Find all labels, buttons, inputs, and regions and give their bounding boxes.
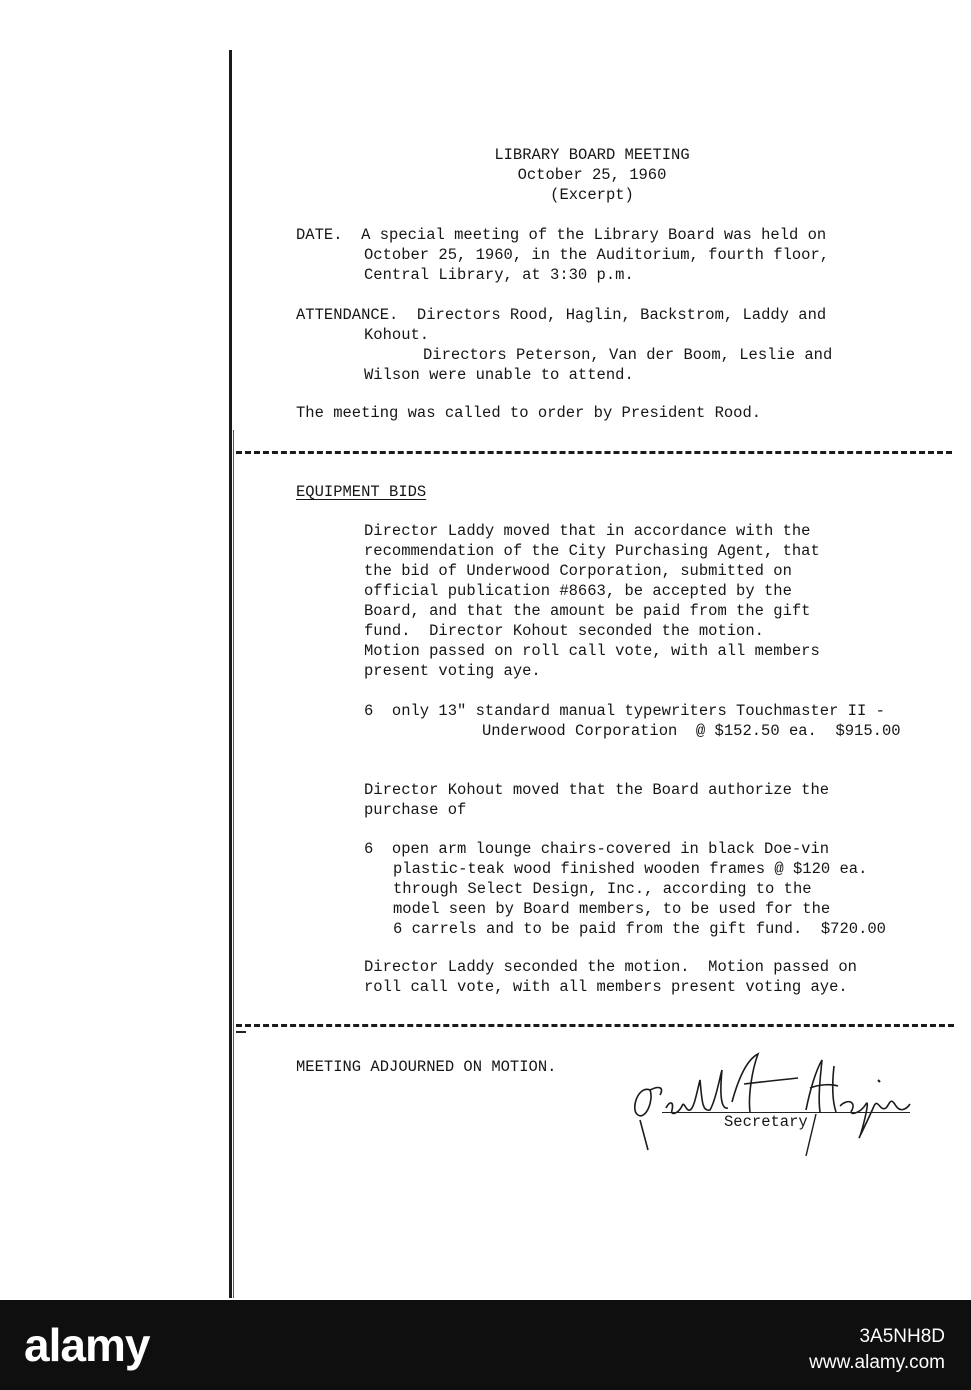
item-2-line-2: plastic-teak wood finished wooden frames @ $120 ea. — [393, 860, 868, 878]
brand-wordmark: alamy — [24, 1319, 150, 1371]
adjourn-text: MEETING ADJOURNED ON MOTION. — [296, 1058, 557, 1076]
call-to-order: The meeting was called to order by President Rood. — [296, 404, 762, 422]
item-2-line-1: 6 open arm lounge chairs-covered in black Doe-vin — [364, 840, 830, 858]
motion-1-line: Motion passed on roll call vote, with all members — [364, 642, 820, 660]
attendance-line-1: ATTENDANCE. Directors Rood, Haglin, Backstrom, Laddy and — [296, 306, 827, 324]
motion-2-line-2: purchase of — [364, 801, 467, 819]
motion-1-line: Director Laddy moved that in accordance with the — [364, 522, 811, 540]
meeting-title: LIBRARY BOARD MEETING — [494, 146, 690, 164]
item-2-line-4: model seen by Board members, to be used for the — [393, 900, 831, 918]
item-1-line-1: 6 only 13" standard manual typewriters Touchmaster II - — [364, 702, 885, 720]
section-divider-top — [236, 451, 952, 454]
date-line-1: DATE. A special meeting of the Library Board was held on — [296, 226, 827, 244]
motion-2-line-1: Director Kohout moved that the Board authorize the — [364, 781, 830, 799]
meeting-date: October 25, 1960 — [517, 166, 667, 184]
motion-1-line: the bid of Underwood Corporation, submitted on — [364, 562, 792, 580]
item-1-line-2: Underwood Corporation @ $152.50 ea. $915.00 — [482, 722, 901, 740]
divider-tick — [236, 1031, 246, 1033]
signature-image — [620, 1040, 930, 1160]
attendance-line-2: Kohout. — [364, 326, 430, 344]
second-line-1: Director Laddy seconded the motion. Motion passed on — [364, 958, 857, 976]
equipment-heading: EQUIPMENT BIDS — [296, 483, 427, 501]
second-line-2: roll call vote, with all members present voting aye. — [364, 978, 848, 996]
secretary-label: Secretary — [724, 1113, 808, 1131]
attendance-line-4: Wilson were unable to attend. — [364, 366, 634, 384]
date-line-2: October 25, 1960, in the Auditorium, fourth floor, — [364, 246, 830, 264]
left-margin-rule — [229, 50, 232, 1298]
motion-1-line: official publication #8663, be accepted by the — [364, 582, 792, 600]
section-divider-bottom — [236, 1024, 954, 1027]
site-url[interactable]: www.alamy.com — [809, 1352, 945, 1373]
excerpt-note: (Excerpt) — [550, 186, 634, 204]
motion-1-line: present voting aye. — [364, 662, 541, 680]
motion-1-line: fund. Director Kohout seconded the motion. — [364, 622, 764, 640]
item-2-line-3: through Select Design, Inc., according to the — [393, 880, 812, 898]
motion-1-line: Board, and that the amount be paid from the gift — [364, 602, 811, 620]
image-id: 3A5NH8D — [859, 1326, 945, 1347]
attendance-line-3: Directors Peterson, Van der Boom, Leslie and — [423, 346, 833, 364]
item-2-line-5: 6 carrels and to be paid from the gift fund. $720.00 — [393, 920, 886, 938]
left-margin-rule-secondary — [233, 430, 234, 1298]
motion-1-line: recommendation of the City Purchasing Agent, that — [364, 542, 820, 560]
date-line-3: Central Library, at 3:30 p.m. — [364, 266, 634, 284]
